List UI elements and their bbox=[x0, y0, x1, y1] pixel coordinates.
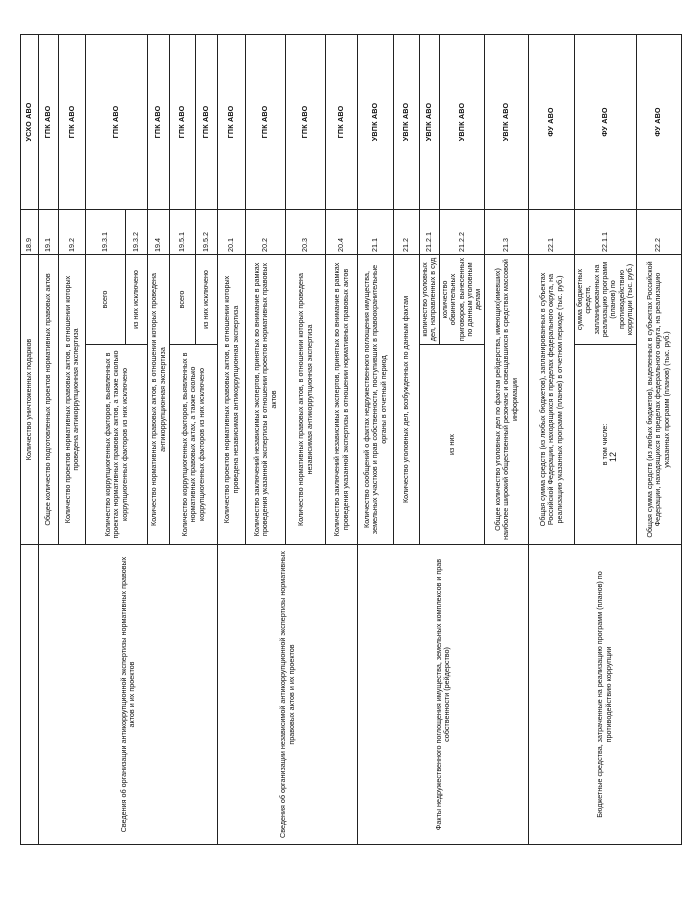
table-row bbox=[21, 34, 39, 844]
responsible-cell: ФУ АВО bbox=[574, 34, 636, 209]
responsible-cell: ГПК АВО bbox=[196, 34, 218, 209]
code-cell: 20.3 bbox=[286, 209, 326, 254]
responsible-cell: УВПК АВО bbox=[439, 34, 484, 209]
indicator-cell: Общее количество уголовных дел по фактам рейдерства, имеющих(имевших) наиболее широкий общественный резонанс и освещавшихся в средствах массовой информации bbox=[484, 254, 528, 544]
responsible-cell: ФУ АВО bbox=[636, 34, 681, 209]
code-cell: 19.1 bbox=[39, 209, 59, 254]
code-cell: 20.1 bbox=[218, 209, 246, 254]
indicator-cell: Общая сумма средств (из любых бюджетов), запланированных в субъектах Российской Федерации, находящихся в пределах федерального округа, на реализацию указанных программ (планов) в отчетном периоде (тыс. руб.) bbox=[528, 254, 574, 544]
sub-cell: всего bbox=[86, 254, 126, 344]
code-cell: 21.2.2 bbox=[439, 209, 484, 254]
indicator-cell: из них bbox=[420, 345, 485, 545]
responsible-cell: ГПК АВО bbox=[286, 34, 326, 209]
page-number: 12 bbox=[608, 451, 619, 463]
code-cell: 22.1 bbox=[528, 209, 574, 254]
sub-cell: из них исключено bbox=[196, 254, 218, 344]
indicator-cell: Количество заключений независимых экспертов, принятых во внимание в рамках проведения указанной экспертизы в отношении проектов нормативных правовых актов bbox=[246, 254, 286, 544]
code-cell: 19.2 bbox=[59, 209, 86, 254]
report-table bbox=[20, 34, 682, 845]
indicator-cell: Количество проектов нормативных правовых актов, в отношении которых проведена антикоррупционная экспертиза bbox=[59, 254, 86, 544]
sub-cell: всего bbox=[170, 254, 196, 344]
code-cell: 19.5.2 bbox=[196, 209, 218, 254]
code-cell: 22.2 bbox=[636, 209, 681, 254]
table-row bbox=[528, 34, 574, 844]
code-cell: 21.2 bbox=[394, 209, 420, 254]
sub-cell: из них исключено bbox=[126, 254, 148, 344]
indicator-cell: Количество нормативных правовых актов, в отношении которых проведена независимая антикоррупционная экспертиза bbox=[286, 254, 326, 544]
code-cell: 20.4 bbox=[326, 209, 358, 254]
responsible-cell: УВПК АВО bbox=[394, 34, 420, 209]
responsible-cell: ГПК АВО bbox=[326, 34, 358, 209]
table-row bbox=[358, 34, 394, 844]
indicator-cell: Количество сообщений о фактах недружественного поглощения имущества, земельных участков и прав собственности, поступивших в правоохранительные органы в отчетный период bbox=[358, 254, 394, 544]
code-cell: 18.9 bbox=[21, 209, 39, 254]
indicator-cell: Количество коррупциогенных факторов, выявленных в нормативных правовых актах, а также сколько коррупциогенных факторов из них исключено bbox=[170, 345, 218, 545]
responsible-cell: УВПК АВО bbox=[420, 34, 440, 209]
indicator-cell: Количество коррупциогенных факторов, выявленных в проектах нормативных правовых актов, а также сколько коррупциогенных факторов из них исключено bbox=[86, 345, 148, 545]
responsible-cell: УВПК АВО bbox=[484, 34, 528, 209]
responsible-cell: ГПК АВО bbox=[39, 34, 59, 209]
section-cell: Факты недружественного поглощения имущества, земельных комплексов и прав собственности (рейдерство) bbox=[358, 545, 529, 845]
code-cell: 19.5.1 bbox=[170, 209, 196, 254]
indicator-cell: Количество заключений независимых экспертов, принятых во внимание в рамках проведения указанной экспертизы в отношении нормативных правовых актов bbox=[326, 254, 358, 544]
indicator-cell: Количество проектов нормативных правовых актов, в отношении которых проведена независимая антикоррупционная экспертиза bbox=[218, 254, 246, 544]
code-cell: 19.3.1 bbox=[86, 209, 126, 254]
responsible-cell: УСХО АВО bbox=[21, 34, 39, 209]
sub-cell: сумма бюджетных средств, запланированных на реализацию программ (планов) по противодействию коррупции (тыс. руб.) bbox=[574, 254, 636, 344]
code-cell: 20.2 bbox=[246, 209, 286, 254]
code-cell: 22.1.1 bbox=[574, 209, 636, 254]
indicator-cell: в том числе: bbox=[574, 345, 636, 545]
sub-cell: количество обвинительных приговоров, вынесенных по данным уголовным делам bbox=[439, 254, 484, 344]
responsible-cell: ГПК АВО bbox=[246, 34, 286, 209]
responsible-cell: ГПК АВО bbox=[86, 34, 148, 209]
responsible-cell: УВПК АВО bbox=[358, 34, 394, 209]
rotated-table-container bbox=[20, 35, 671, 845]
code-cell: 21.3 bbox=[484, 209, 528, 254]
code-cell: 21.2.1 bbox=[420, 209, 440, 254]
indicator-cell: Количество уголовных дел, возбужденных по данным фактам bbox=[394, 254, 420, 544]
responsible-cell: ГПК АВО bbox=[218, 34, 246, 209]
sub-cell: количество уголовных дел, направленных в суд bbox=[420, 254, 440, 344]
indicator-cell: Количество уничтоженных подарков bbox=[21, 254, 39, 544]
code-cell: 21.1 bbox=[358, 209, 394, 254]
section-cell: Бюджетные средства, затраченные на реализацию программ (планов) по противодействию коррупции bbox=[528, 545, 681, 845]
code-cell: 19.4 bbox=[148, 209, 170, 254]
table-row bbox=[218, 34, 246, 844]
responsible-cell: ГПК АВО bbox=[170, 34, 196, 209]
indicator-cell: Общая сумма средств (из любых бюджетов), выделенных в субъектах Российской Федерации, находящихся в пределах федерального округа, на реализацию указанных программ (планов) (тыс. руб.) bbox=[636, 254, 681, 544]
section-cell: Сведения об организации антикоррупционной экспертизы нормативных правовых актов и их проектов bbox=[39, 545, 218, 845]
code-cell: 19.3.2 bbox=[126, 209, 148, 254]
table-row bbox=[39, 34, 59, 844]
responsible-cell: ГПК АВО bbox=[59, 34, 86, 209]
section-cell bbox=[21, 545, 39, 845]
indicator-cell: Количество нормативных правовых актов, в отношении которых проведена антикоррупционная экспертиза bbox=[148, 254, 170, 544]
indicator-cell: Общее количество подготовленных проектов нормативных правовых актов bbox=[39, 254, 59, 544]
responsible-cell: ГПК АВО bbox=[148, 34, 170, 209]
section-cell: Сведения об организации независимой антикоррупционной экспертизы нормативных правовых актов и их проектов bbox=[218, 545, 358, 845]
responsible-cell: ФУ АВО bbox=[528, 34, 574, 209]
